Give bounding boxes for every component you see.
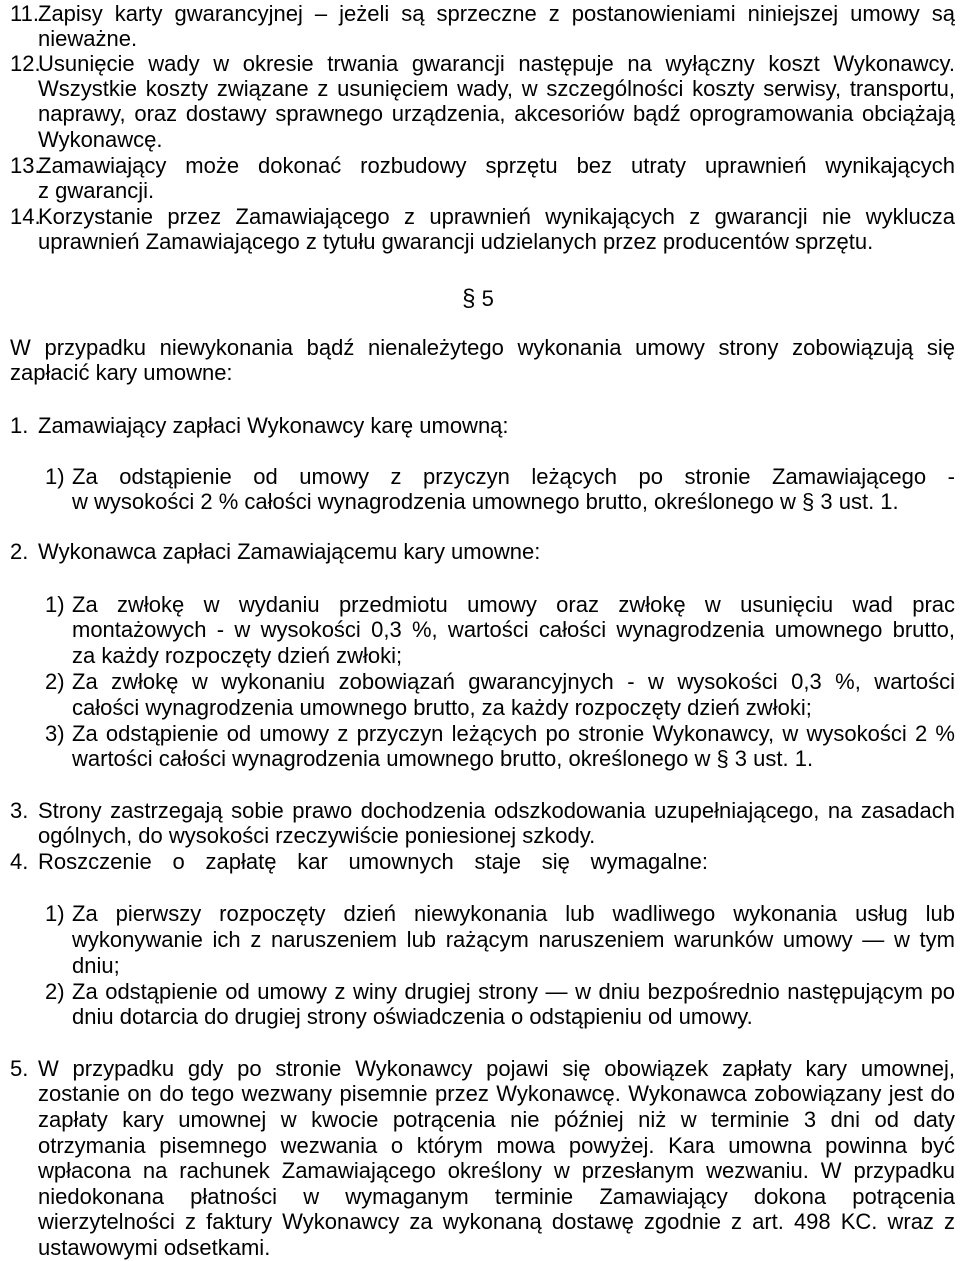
clause-12-number: 12. xyxy=(10,50,41,76)
penalty-2-subitem-1-text-line: za każdy rozpoczęty dzień zwłoki; xyxy=(72,642,403,668)
penalty-2-subitem-1-number: 1) xyxy=(45,591,65,617)
clause-13-number: 13. xyxy=(10,152,41,178)
penalty-5-text-line: ustawowymi odsetkami. xyxy=(38,1234,271,1260)
penalty-2-subitem-1-text-line: Za zwłokę w wydaniu przedmiotu umowy oraz zwłokę w usunięciu wad prac xyxy=(72,591,955,617)
penalty-5-text-line: zostanie on do tego wezwany pisemnie przez Wykonawcę. Wykonawca zobowiązany jest do xyxy=(38,1080,955,1106)
penalty-2-number: 2. xyxy=(10,538,29,564)
penalty-2-subitem-2-number: 2) xyxy=(45,668,65,694)
penalty-4-subitem-2-number: 2) xyxy=(45,978,65,1004)
penalty-4-subitem-2-text-line: Za odstąpienie od umowy z winy drugiej strony — w dniu bezpośrednio następującym po xyxy=(72,978,955,1004)
penalty-1-text-line: Zamawiający zapłaci Wykonawcy karę umowną: xyxy=(38,412,509,438)
penalty-5-text-line: otrzymania pisemnego wezwania o którym mowa powyżej. Kara umowna powinna być xyxy=(38,1132,955,1158)
penalty-2-text-line: Wykonawca zapłaci Zamawiającemu kary umowne: xyxy=(38,538,541,564)
clause-12-text-line: Wszystkie koszty związane z usunięciem wady, w szczególności koszty serwisy, transportu, xyxy=(38,75,955,101)
clause-12-text-line: Wykonawcę. xyxy=(38,126,163,152)
section-number: 5 xyxy=(481,285,494,311)
penalty-5-number: 5. xyxy=(10,1055,29,1081)
clause-11-text-line: nieważne. xyxy=(38,25,138,51)
clause-13-text-line: Zamawiający może dokonać rozbudowy sprzętu bez utraty uprawnień wynikających xyxy=(38,152,955,178)
penalty-4-subitem-1-number: 1) xyxy=(45,900,65,926)
penalty-3-text-line: Strony zastrzegają sobie prawo dochodzenia odszkodowania uzupełniającego, na zasadach xyxy=(38,797,955,823)
penalty-2-subitem-2-text-line: Za zwłokę w wykonaniu zobowiązań gwarancyjnych - w wysokości 0,3 %, wartości xyxy=(72,668,955,694)
penalty-2-subitem-1-text-line: montażowych - w wysokości 0,3 %, wartości całości wynagrodzenia umownego brutto, xyxy=(72,616,955,642)
penalty-1-subitem-1-text-line: w wysokości 2 % całości wynagrodzenia umownego brutto, określonego w § 3 ust. 1. xyxy=(72,488,899,514)
clause-13-text-line: z gwarancji. xyxy=(38,177,155,203)
penalty-5-text-line: W przypadku gdy po stronie Wykonawcy pojawi się obowiązek zapłaty kary umownej, xyxy=(38,1055,955,1081)
clause-12-text-line: Usunięcie wady w okresie trwania gwarancji następuje na wyłączny koszt Wykonawcy. xyxy=(38,50,955,76)
clause-11-number: 11. xyxy=(10,0,39,26)
penalty-1-subitem-1-text-line: Za odstąpienie od umowy z przyczyn leżących po stronie Zamawiającego - xyxy=(72,463,955,489)
penalty-5-text-line: wpłacona na rachunek Zamawiającego określony w przesłanym wezwaniu. W przypadku xyxy=(38,1157,955,1183)
clause-14-text-line: uprawnień Zamawiającego z tytułu gwarancji udzielanych przez producentów sprzętu. xyxy=(38,228,874,254)
penalty-4-text-line: Roszczenie o zapłatę kar umownych staje się wymagalne: xyxy=(38,848,708,874)
penalty-5-text-line: niedokonana płatności w wymaganym terminie Zamawiający dokona potrącenia xyxy=(38,1183,955,1209)
penalty-3-text-line: ogólnych, do wysokości rzeczywiście poniesionej szkody. xyxy=(38,822,596,848)
penalty-2-subitem-3-number: 3) xyxy=(45,720,65,746)
clause-14-text-line: Korzystanie przez Zamawiającego z uprawnień wynikających z gwarancji nie wyklucza xyxy=(38,203,955,229)
penalty-4-subitem-1-text-line: wykonywanie ich z naruszeniem lub rażącym naruszeniem warunków umowy — w tym xyxy=(72,926,955,952)
penalty-2-subitem-3-text-line: wartości całości wynagrodzenia umownego brutto, określonego w § 3 ust. 1. xyxy=(72,745,814,771)
penalty-2-subitem-3-text-line: Za odstąpienie od umowy z przyczyn leżących po stronie Wykonawcy, w wysokości 2 % xyxy=(72,720,955,746)
section-heading xyxy=(430,286,526,311)
penalty-1-number: 1. xyxy=(10,412,29,438)
penalty-1-subitem-1-number: 1) xyxy=(45,463,65,489)
section-sign: § xyxy=(462,284,476,312)
penalty-3-number: 3. xyxy=(10,797,29,823)
penalty-4-number: 4. xyxy=(10,848,29,874)
penalty-2-subitem-2-text-line: całości wynagrodzenia umownego brutto, za każdy rozpoczęty dzień zwłoki; xyxy=(72,694,812,720)
clause-14-number: 14. xyxy=(10,203,41,229)
penalty-4-subitem-1-text-line: dniu; xyxy=(72,952,120,978)
intro-text-line: zapłacić kary umowne: xyxy=(10,359,233,385)
penalty-4-subitem-2-text-line: dniu dotarcia do drugiej strony oświadczenia o odstąpieniu od umowy. xyxy=(72,1003,753,1029)
clause-11-text-line: Zapisy karty gwarancyjnej – jeżeli są sprzeczne z postanowieniami niniejszej umowy są xyxy=(38,0,955,26)
intro-text-line: W przypadku niewykonania bądź nienależytego wykonania umowy strony zobowiązują się xyxy=(10,334,955,360)
penalty-5-text-line: zapłaty kary umownej w kwocie potrącenia nie później niż w terminie 3 dni od daty xyxy=(38,1106,955,1132)
clause-12-text-line: naprawy, oraz dostawy sprawnego urządzenia, akcesoriów bądź oprogramowania obciążają xyxy=(38,100,955,126)
penalty-5-text-line: wierzytelności z faktury Wykonawcy za wykonaną dostawę zgodnie z art. 498 KC. wraz z xyxy=(38,1208,955,1234)
penalty-4-subitem-1-text-line: Za pierwszy rozpoczęty dzień niewykonania lub wadliwego wykonania usług lub xyxy=(72,900,955,926)
